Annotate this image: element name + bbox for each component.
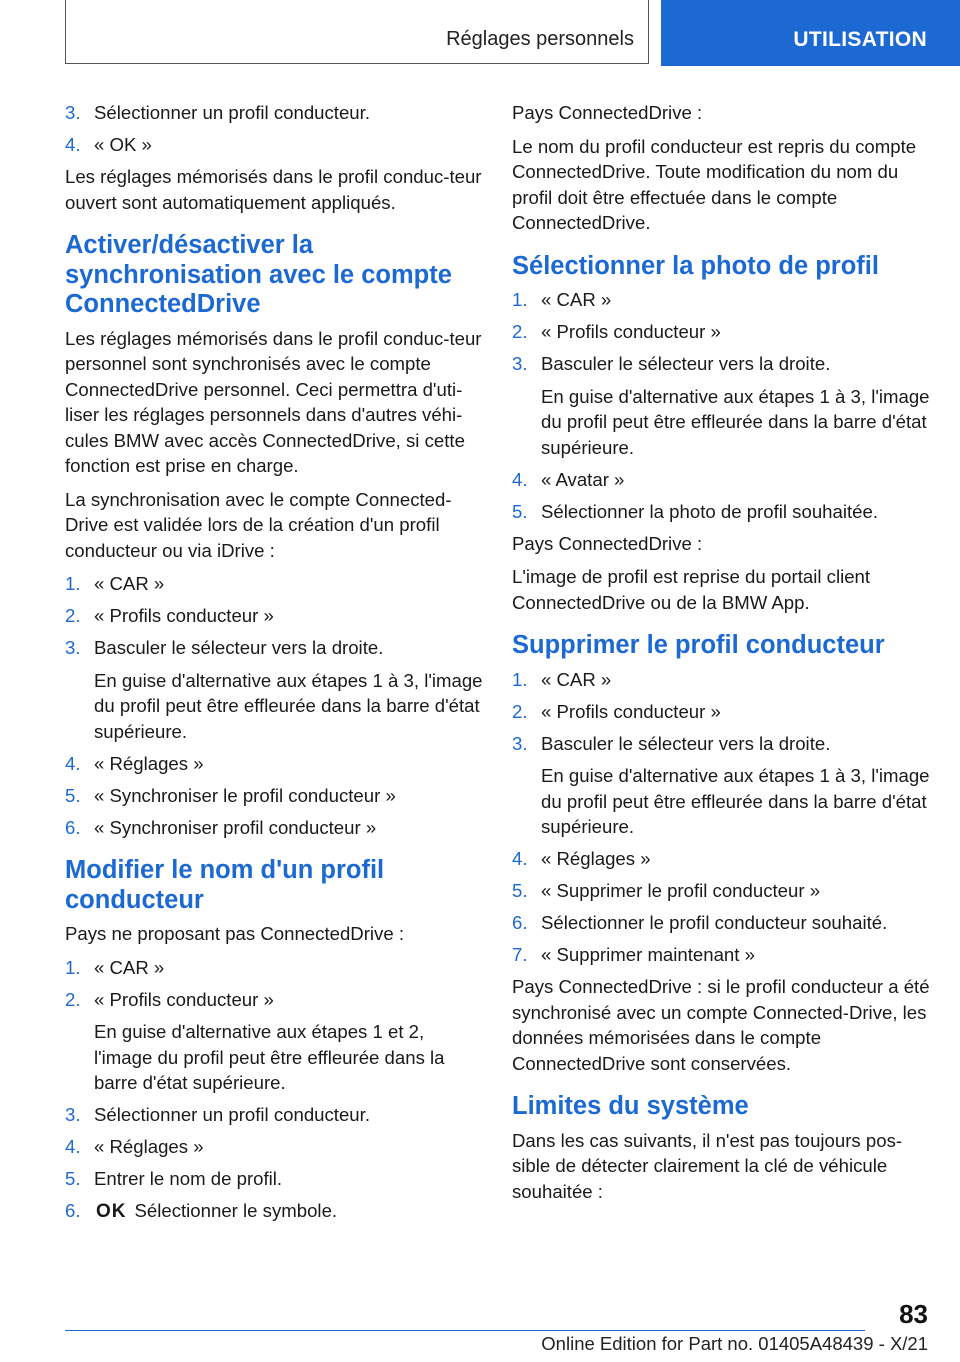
step-number: 6.	[65, 1200, 81, 1221]
rename-paragraph: Pays ne proposant pas ConnectedDrive :	[65, 923, 405, 944]
step-text: Sélectionner un profil conducteur.	[94, 102, 370, 123]
step-item	[65, 783, 485, 809]
step-text: « CAR »	[94, 956, 165, 978]
step-item	[65, 1102, 485, 1128]
step-item	[65, 132, 485, 158]
step-item	[512, 287, 932, 313]
step-number: 2.	[65, 605, 81, 626]
connecteddrive-paragraph: Le nom du profil conducteur est repris du compte ConnectedDrive. Toute modification du nom du profil doit être effectuée dans le compte ConnectedDrive.	[512, 135, 917, 233]
intro-steps	[65, 100, 485, 158]
step-text: Basculer le sélecteur vers la droite.	[94, 637, 384, 658]
intro-paragraph: Les réglages mémorisés dans le profil conduc-teur ouvert sont automatiquement appliqués.	[65, 166, 482, 213]
step-text: « CAR »	[541, 668, 612, 690]
step-text: « Profils conducteur »	[94, 605, 274, 626]
step-note: En guise d'alternative aux étapes 1 à 3, l'image du profil peut être effleurée dans la barre d'état supérieure.	[541, 385, 930, 458]
step-number: 3.	[512, 353, 528, 374]
step-text: Sélectionner le symbole.	[134, 1200, 338, 1221]
step-text: « Supprimer maintenant »	[541, 944, 755, 965]
step-number: 1.	[512, 668, 528, 690]
step-number: 1.	[512, 289, 528, 310]
step-number: 3.	[65, 1104, 81, 1125]
footer-edition: Online Edition for Part no. 01405A48439 - X/21	[541, 1333, 928, 1354]
step-number: 1.	[65, 573, 81, 594]
step-item	[65, 751, 485, 777]
step-number: 7.	[512, 944, 528, 965]
step-item	[65, 635, 485, 744]
step-text: « OK »	[94, 134, 152, 155]
step-text: « Synchroniser le profil conducteur »	[94, 784, 396, 806]
step-note: En guise d'alternative aux étapes 1 à 3, l'image du profil peut être effleurée dans la barre d'état supérieure.	[94, 669, 483, 742]
step-number: 1.	[65, 956, 81, 978]
step-number: 3.	[512, 732, 528, 754]
step-number: 6.	[512, 912, 528, 933]
step-number: 5.	[65, 1168, 81, 1189]
step-item	[512, 499, 932, 525]
step-number: 2.	[65, 988, 81, 1010]
step-text: « Avatar »	[541, 468, 625, 490]
footer-divider	[65, 1330, 865, 1331]
step-number: 2.	[512, 321, 528, 342]
step-item	[65, 571, 485, 597]
step-number: 3.	[65, 637, 81, 658]
step-item	[512, 467, 932, 493]
sync-paragraph-1: Les réglages mémorisés dans le profil conduc-teur personnel sont synchronisés avec le compte ConnectedDrive personnel. Ceci permettra d'uti-liser les réglages personnels dans d'autres véhi-cules BMW avec accès ConnectedDrive, si cette fonction est prise en charge.	[65, 327, 482, 476]
step-item	[65, 955, 485, 981]
sync-heading: Activer/désactiver la synchronisation avec le compte ConnectedDrive	[65, 231, 452, 318]
header-section-box	[65, 0, 649, 64]
header-chapter-tab	[661, 0, 960, 66]
step-text: « Synchroniser profil conducteur »	[94, 816, 377, 838]
page-header	[0, 0, 960, 66]
photo-heading: Sélectionner la photo de profil	[512, 251, 879, 280]
header-chapter-label: UTILISATION	[793, 28, 927, 51]
rename-heading: Modifier le nom d'un profil conducteur	[65, 856, 385, 914]
delete-steps	[512, 667, 932, 968]
step-number: 5.	[65, 784, 81, 806]
step-number: 4.	[65, 1136, 81, 1157]
step-number: 5.	[512, 500, 528, 522]
step-number: 6.	[65, 816, 81, 838]
sync-paragraph-2: La synchronisation avec le compte Connected-Drive est validée lors de la création d'un profil conducteur ou via iDrive :	[65, 488, 452, 561]
step-text: « Profils conducteur »	[94, 988, 274, 1010]
step-text: « Profils conducteur »	[541, 700, 721, 722]
step-note: En guise d'alternative aux étapes 1 à 3, l'image du profil peut être effleurée dans la barre d'état supérieure.	[541, 765, 930, 837]
step-item	[512, 319, 932, 345]
photo-steps	[512, 287, 932, 524]
step-number: 3.	[65, 102, 81, 123]
step-number: 4.	[65, 134, 81, 155]
step-text: Sélectionner la photo de profil souhaitée.	[541, 500, 878, 522]
step-item	[512, 351, 932, 460]
step-item	[65, 100, 485, 126]
step-text: « Supprimer le profil conducteur »	[541, 880, 821, 901]
limits-heading: Limites du système	[512, 1092, 749, 1120]
header-section-title: Réglages personnels	[446, 28, 634, 50]
sync-steps	[65, 571, 485, 840]
step-number: 2.	[512, 700, 528, 722]
step-text: « Profils conducteur »	[541, 321, 721, 342]
step-item	[65, 815, 485, 841]
delete-paragraph: Pays ConnectedDrive : si le profil conducteur a été synchronisé avec un compte Connected-Drive, les données mémorisées dans le compte ConnectedDrive sont conservées.	[512, 976, 930, 1074]
delete-heading: Supprimer le profil conducteur	[512, 631, 885, 659]
photo-paragraph-2: L'image de profil est reprise du portail client ConnectedDrive ou de la BMW App.	[512, 566, 871, 613]
step-text: Basculer le sélecteur vers la droite.	[541, 353, 831, 374]
step-text: Basculer le sélecteur vers la droite.	[541, 732, 831, 754]
step-number: 4.	[512, 468, 528, 490]
step-note: En guise d'alternative aux étapes 1 et 2, l'image du profil peut être effleurée dans la barre d'état supérieure.	[94, 1021, 445, 1093]
step-item	[512, 910, 932, 936]
right-column	[512, 100, 932, 1212]
step-item	[512, 699, 932, 725]
step-text: « Réglages »	[541, 848, 651, 869]
step-number: 4.	[65, 752, 81, 774]
left-column	[65, 100, 485, 1231]
step-text: Sélectionner un profil conducteur.	[94, 1104, 370, 1125]
step-item	[512, 667, 932, 693]
connecteddrive-label: Pays ConnectedDrive :	[512, 102, 703, 123]
step-item	[65, 1198, 485, 1225]
step-item	[65, 1166, 485, 1192]
step-text: « CAR »	[94, 573, 165, 594]
step-item	[65, 1134, 485, 1160]
step-number: 4.	[512, 848, 528, 869]
step-text: Entrer le nom de profil.	[94, 1168, 283, 1189]
page-number: 83	[899, 1299, 928, 1329]
step-item	[65, 987, 485, 1096]
rename-steps	[65, 955, 485, 1225]
step-item	[65, 603, 485, 629]
step-text: « Réglages »	[94, 752, 204, 774]
step-number: 5.	[512, 880, 528, 901]
step-text: Sélectionner le profil conducteur souhaité.	[541, 912, 888, 933]
step-item	[512, 731, 932, 840]
step-item	[512, 846, 932, 872]
photo-paragraph-1: Pays ConnectedDrive :	[512, 532, 703, 554]
ok-icon: OK	[96, 1201, 127, 1222]
limits-paragraph: Dans les cas suivants, il n'est pas toujours pos-sible de détecter clairement la clé de véhicule souhaitée :	[512, 1129, 903, 1202]
step-text: « Réglages »	[94, 1136, 204, 1157]
step-text: « CAR »	[541, 289, 612, 310]
step-item	[512, 878, 932, 904]
step-item	[512, 942, 932, 968]
